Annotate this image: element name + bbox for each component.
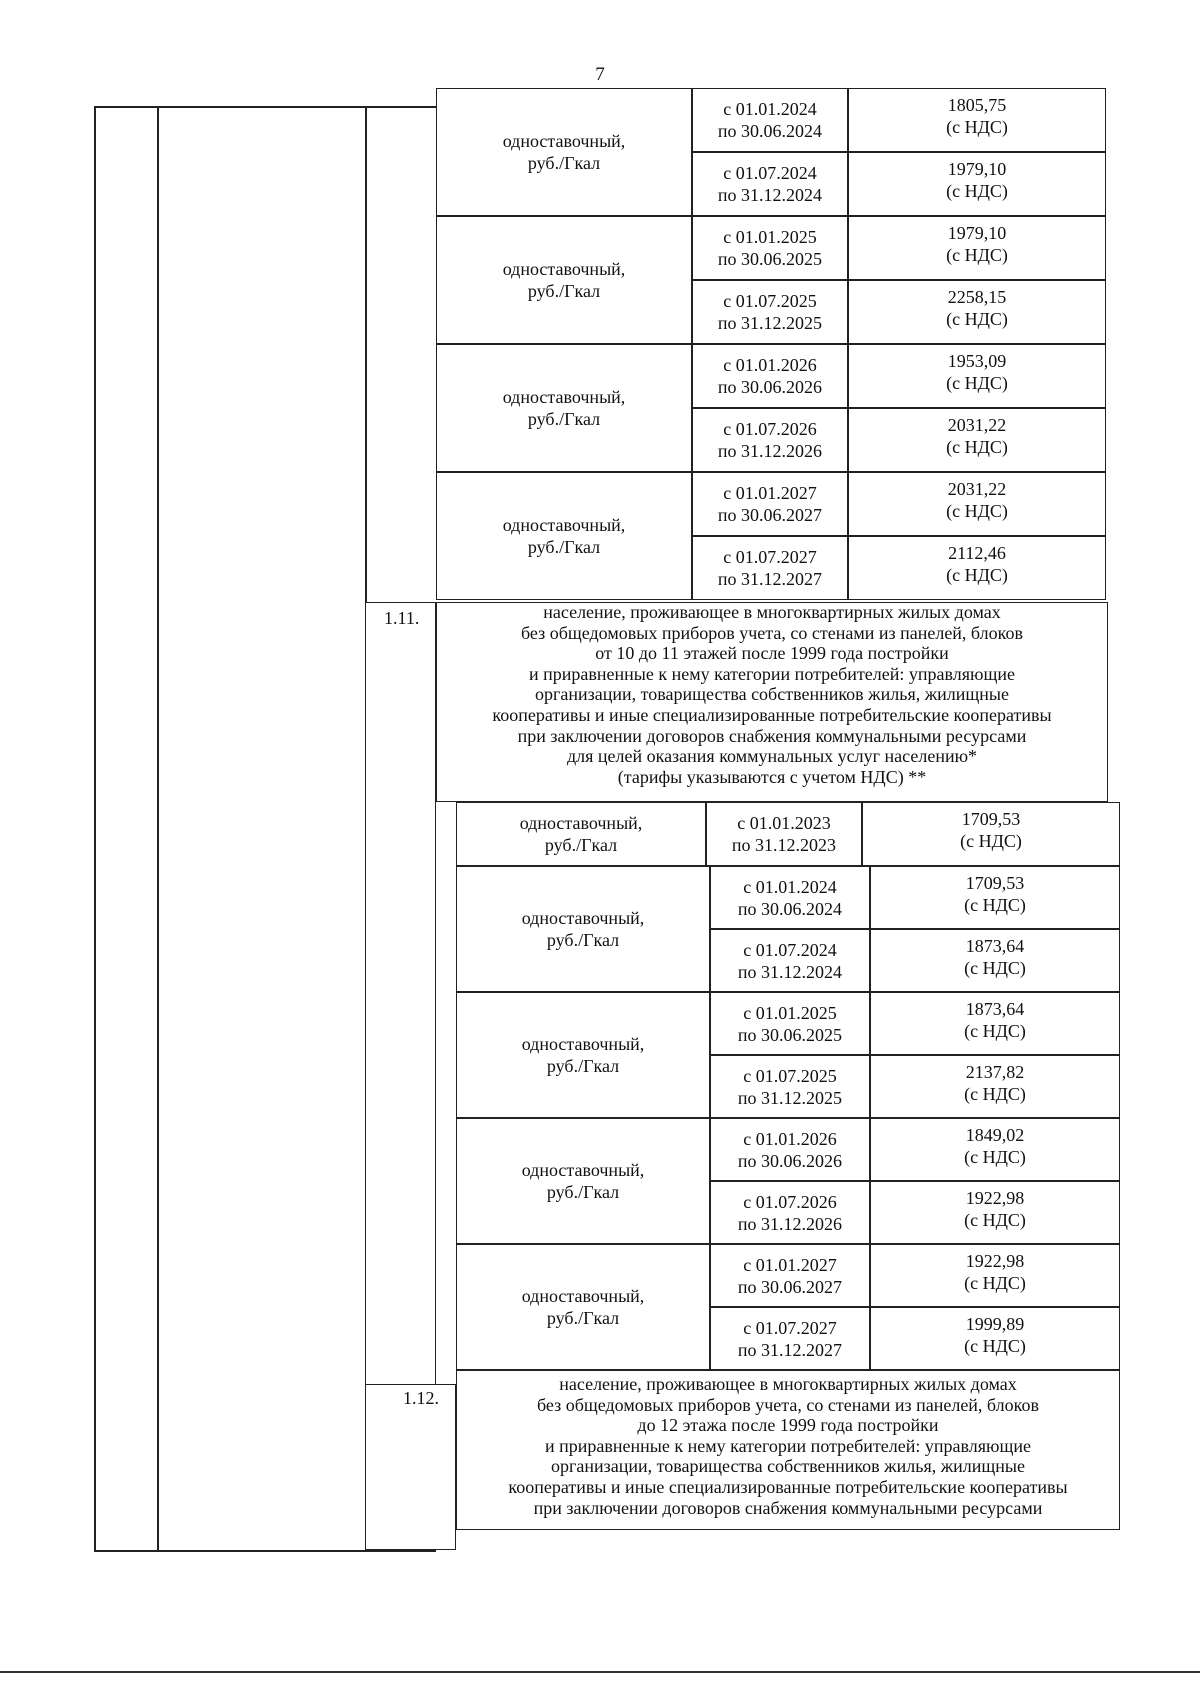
period-label (710, 939, 870, 983)
rate-type: одноставочный, (502, 387, 626, 407)
tariff-value (870, 935, 1120, 979)
period-to: по 31.12.2025 (737, 1088, 843, 1108)
period-from: с 01.07.2024 (743, 940, 837, 960)
description-line: без общедомовых приборов учета, со стенами из панелей, блоков (537, 1394, 1039, 1415)
vat-note: (с НДС) (964, 1210, 1026, 1230)
vat-note: (с НДС) (960, 831, 1022, 851)
period-label (692, 162, 848, 206)
tariff-value (870, 1187, 1120, 1231)
tariff-value (870, 1124, 1120, 1168)
period-to: по 31.12.2024 (737, 962, 843, 982)
description-line: до 12 этажа после 1999 года постройки (637, 1415, 939, 1436)
period-from: с 01.07.2026 (723, 419, 817, 439)
tariff-value (848, 94, 1106, 138)
rate-label (456, 1285, 710, 1329)
tariff-amount: 1979,10 (947, 223, 1007, 243)
period-from: с 01.07.2026 (743, 1192, 837, 1212)
rate-type: одноставочный, (521, 1160, 645, 1180)
vat-note: (с НДС) (964, 1084, 1026, 1104)
tariff-amount: 1873,64 (965, 999, 1025, 1019)
period-from: с 01.07.2025 (723, 291, 817, 311)
tariff-amount: 2258,15 (947, 287, 1007, 307)
description-line: кооперативы и иные специализированные потребительские кооперативы (492, 704, 1052, 725)
period-label (710, 1317, 870, 1361)
rate-label (456, 812, 706, 856)
description-line: и приравненные к нему категории потребителей: управляющие (529, 663, 1015, 684)
period-label (692, 290, 848, 334)
vat-note: (с НДС) (946, 309, 1008, 329)
vat-note: (с НДС) (946, 245, 1008, 265)
rate-unit: руб./Гкал (544, 835, 618, 855)
period-to: по 30.06.2024 (717, 121, 823, 141)
rate-unit: руб./Гкал (546, 930, 620, 950)
period-label (710, 1002, 870, 1046)
section-number: 1.11. (384, 608, 420, 628)
tariff-value (870, 1061, 1120, 1105)
tariff-amount: 1922,98 (965, 1251, 1025, 1271)
tariff-amount: 2112,46 (948, 543, 1006, 563)
period-from: с 01.07.2027 (723, 547, 817, 567)
period-label (710, 1065, 870, 1109)
period-from: с 01.07.2025 (743, 1066, 837, 1086)
period-to: по 31.12.2024 (717, 185, 823, 205)
tariff-amount: 1849,02 (965, 1125, 1025, 1145)
tariff-value (848, 158, 1106, 202)
tariff-amount: 1979,10 (947, 159, 1007, 179)
rate-label (436, 386, 692, 430)
tariff-value (862, 808, 1120, 852)
period-to: по 30.06.2025 (717, 249, 823, 269)
description-line: для целей оказания коммунальных услуг населению* (566, 746, 978, 767)
rate-label (456, 1033, 710, 1077)
tariff-amount: 1873,64 (965, 936, 1025, 956)
period-to: по 30.06.2026 (737, 1151, 843, 1171)
rate-label (436, 258, 692, 302)
period-to: по 31.12.2025 (717, 313, 823, 333)
tariff-amount: 1999,89 (965, 1314, 1025, 1334)
description-line: при заключении договоров снабжения коммунальными ресурсами (533, 1497, 1043, 1518)
tariff-value (848, 350, 1106, 394)
period-to: по 31.12.2026 (737, 1214, 843, 1234)
rate-label (456, 907, 710, 951)
period-label (710, 1254, 870, 1298)
rate-unit: руб./Гкал (527, 409, 601, 429)
period-from: с 01.01.2024 (723, 99, 817, 119)
table-left-border (94, 106, 96, 1550)
vat-note: (с НДС) (946, 117, 1008, 137)
period-from: с 01.01.2025 (723, 227, 817, 247)
period-from: с 01.01.2027 (743, 1255, 837, 1275)
period-label (692, 354, 848, 398)
period-to: по 30.06.2025 (737, 1025, 843, 1045)
period-label (706, 812, 862, 856)
vat-note: (с НДС) (946, 181, 1008, 201)
vat-note: (с НДС) (964, 895, 1026, 915)
rate-unit: руб./Гкал (527, 537, 601, 557)
rate-type: одноставочный, (502, 259, 626, 279)
rate-unit: руб./Гкал (527, 153, 601, 173)
period-to: по 30.06.2027 (717, 505, 823, 525)
rate-type: одноставочный, (521, 908, 645, 928)
description-line: организации, товарищества собственников жилья, жилищные (535, 684, 1009, 705)
vat-note: (с НДС) (964, 1336, 1026, 1356)
tariff-value (848, 478, 1106, 522)
tariff-amount: 1953,09 (947, 351, 1007, 371)
description-line: от 10 до 11 этажей после 1999 года постройки (595, 643, 949, 664)
period-label (710, 1191, 870, 1235)
rate-type: одноставочный, (502, 515, 626, 535)
vat-note: (с НДС) (946, 565, 1008, 585)
period-label (692, 418, 848, 462)
vat-note: (с НДС) (946, 373, 1008, 393)
tariff-amount: 2031,22 (947, 415, 1007, 435)
rate-unit: руб./Гкал (546, 1056, 620, 1076)
tariff-amount: 1805,75 (947, 95, 1007, 115)
rate-label (436, 514, 692, 558)
description-line: при заключении договоров снабжения коммунальными ресурсами (517, 725, 1027, 746)
tariff-value (848, 286, 1106, 330)
period-to: по 31.12.2027 (717, 569, 823, 589)
vat-note: (с НДС) (946, 501, 1008, 521)
tariff-value (870, 1250, 1120, 1294)
rate-label (456, 1159, 710, 1203)
tariff-value (870, 998, 1120, 1042)
rate-label (436, 130, 692, 174)
period-from: с 01.07.2027 (743, 1318, 837, 1338)
period-from: с 01.07.2024 (723, 163, 817, 183)
vat-note: (с НДС) (964, 1021, 1026, 1041)
rate-type: одноставочный, (519, 813, 643, 833)
tariff-amount: 2031,22 (947, 479, 1007, 499)
rate-unit: руб./Гкал (527, 281, 601, 301)
rate-type: одноставочный, (521, 1286, 645, 1306)
period-label (692, 482, 848, 526)
rate-unit: руб./Гкал (546, 1182, 620, 1202)
period-from: с 01.01.2025 (743, 1003, 837, 1023)
description-line: кооперативы и иные специализированные потребительские кооперативы (508, 1476, 1068, 1497)
tariff-value (848, 414, 1106, 458)
tariff-amount: 1709,53 (961, 809, 1021, 829)
period-from: с 01.01.2023 (737, 813, 831, 833)
period-label (710, 1128, 870, 1172)
rate-unit: руб./Гкал (546, 1308, 620, 1328)
period-label (692, 546, 848, 590)
tariff-value (848, 542, 1106, 586)
page-bottom-edge (0, 1671, 1200, 1673)
description-line: и приравненные к нему категории потребителей: управляющие (545, 1435, 1031, 1456)
vat-note: (с НДС) (946, 437, 1008, 457)
description-line: население, проживающее в многоквартирных жилых домах (559, 1374, 1017, 1394)
section-number: 1.12. (403, 1388, 439, 1408)
section-1-11-description (440, 602, 1104, 787)
period-from: с 01.01.2024 (743, 877, 837, 897)
period-to: по 30.06.2026 (717, 377, 823, 397)
rate-type: одноставочный, (502, 131, 626, 151)
description-line: без общедомовых приборов учета, со стенами из панелей, блоков (521, 622, 1023, 643)
tariff-value (870, 872, 1120, 916)
period-label (692, 98, 848, 142)
table-top-border (94, 106, 436, 108)
vat-note: (с НДС) (964, 1273, 1026, 1293)
vat-note: (с НДС) (964, 1147, 1026, 1167)
column-divider-1 (157, 106, 159, 1550)
period-to: по 31.12.2023 (731, 835, 837, 855)
tariff-amount: 1922,98 (965, 1188, 1025, 1208)
period-to: по 31.12.2027 (737, 1340, 843, 1360)
period-from: с 01.01.2027 (723, 483, 817, 503)
rate-type: одноставочный, (521, 1034, 645, 1054)
period-to: по 30.06.2024 (737, 899, 843, 919)
period-label (710, 876, 870, 920)
tariff-amount: 1709,53 (965, 873, 1025, 893)
page-number: 7 (595, 64, 605, 85)
vat-note: (с НДС) (964, 958, 1026, 978)
description-line: организации, товарищества собственников жилья, жилищные (551, 1456, 1025, 1477)
description-line: (тарифы указываются с учетом НДС) ** (617, 766, 927, 787)
tariff-amount: 2137,82 (965, 1062, 1025, 1082)
description-line: население, проживающее в многоквартирных жилых домах (543, 602, 1001, 622)
tariff-value (870, 1313, 1120, 1357)
period-from: с 01.01.2026 (723, 355, 817, 375)
section-1-12-description (460, 1374, 1116, 1518)
period-from: с 01.01.2026 (743, 1129, 837, 1149)
period-to: по 31.12.2026 (717, 441, 823, 461)
period-to: по 30.06.2027 (737, 1277, 843, 1297)
tariff-value (848, 222, 1106, 266)
period-label (692, 226, 848, 270)
table-bottom-border (94, 1550, 436, 1552)
